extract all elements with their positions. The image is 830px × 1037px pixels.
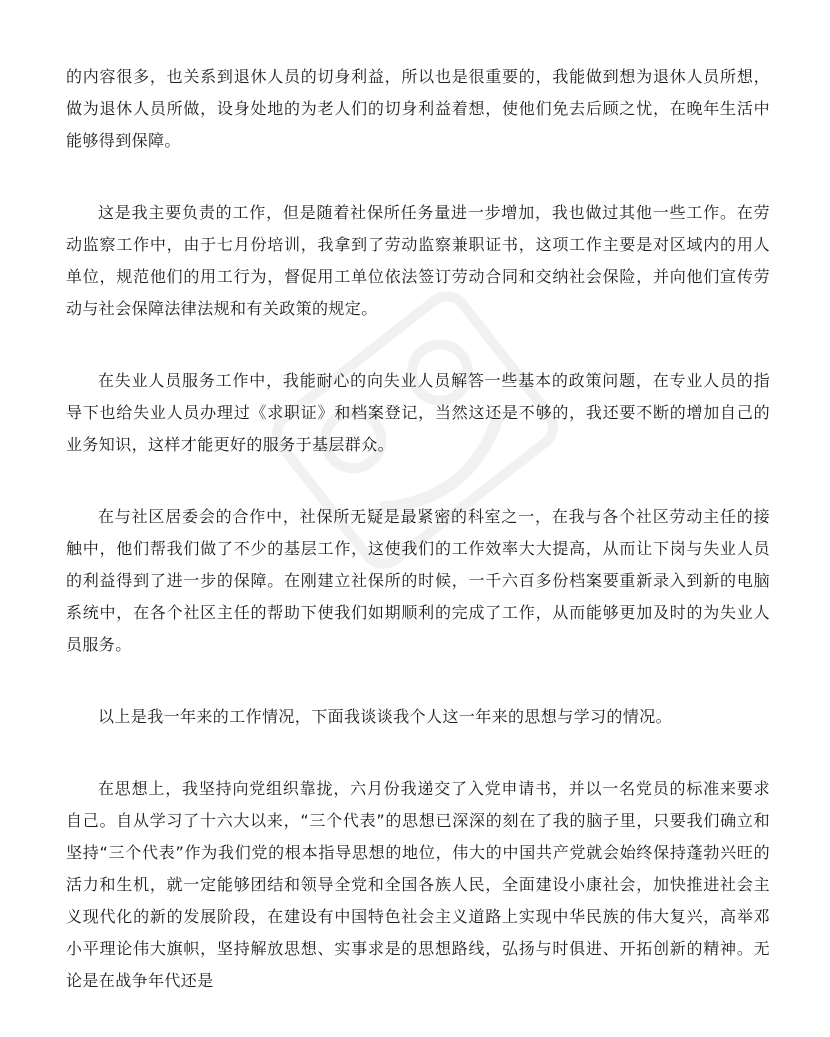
paragraph-transition: 以上是我一年来的工作情况，下面我谈谈我个人这一年来的思想与学习的情况。	[98, 707, 673, 726]
paragraph-ideology: 在思想上，我坚持向党组织靠拢，六月份我递交了入党申请书，并以一名党员的标准来要求自己。自从学习了十六大以来，“三个代表”的思想已深深的刻在了我的脑子里，只要我们确立和坚持“三个代表”作为我们党的根本指导思想的地位，伟大的中国共产党就会始终保持蓬勃兴旺的活力和生机，就一定能够团结和领导全党和全国各族人民，全面建设小康社会，加快推进社会主义现代化的新的发展阶段，在建设有中国特色社会主义道路上实现中华民族的伟大复兴，高举邓小平理论伟大旗帜，坚持解放思想、实事求是的思想路线，弘扬与时俱进、开拓创新的精神。无论是在战争年代还是	[66, 779, 770, 990]
document-body	[66, 61, 770, 1037]
paragraph-labor-inspection: 这是我主要负责的工作，但是随着社保所任务量进一步增加，我也做过其他一些工作。在劳动监察工作中，由于七月份培训，我拿到了劳动监察兼职证书，这项工作主要是对区域内的用人单位，规范他们的用工行为，督促用工单位依法签订劳动合同和交纳社会保险，并向他们宣传劳动与社会保障法律法规和有关政策的规定。	[66, 203, 770, 318]
paragraph-retiree-services: 的内容很多，也关系到退休人员的切身利益，所以也是很重要的，我能做到想为退休人员所想，做为退休人员所做，设身处地的为老人们的切身利益着想，使他们免去后顾之忧，在晚年生活中能够得到保障。	[66, 67, 770, 150]
paragraph-unemployment-services: 在失业人员服务工作中，我能耐心的向失业人员解答一些基本的政策问题，在专业人员的指导下也给失业人员办理过《求职证》和档案登记，当然这还是不够的，我还要不断的增加自己的业务知识，这样才能更好的服务于基层群众。	[66, 371, 770, 454]
paragraph-community-cooperation: 在与社区居委会的合作中，社保所无疑是最紧密的科室之一，在我与各个社区劳动主任的接触中，他们帮我们做了不少的基层工作，这使我们的工作效率大大提高，从而让下岗与失业人员的利益得到了进一步的保障。在刚建立社保所的时候，一千六百多份档案要重新录入到新的电脑系统中，在各个社区主任的帮助下使我们如期顺利的完成了工作，从而能够更加及时的为失业人员服务。	[66, 507, 770, 654]
